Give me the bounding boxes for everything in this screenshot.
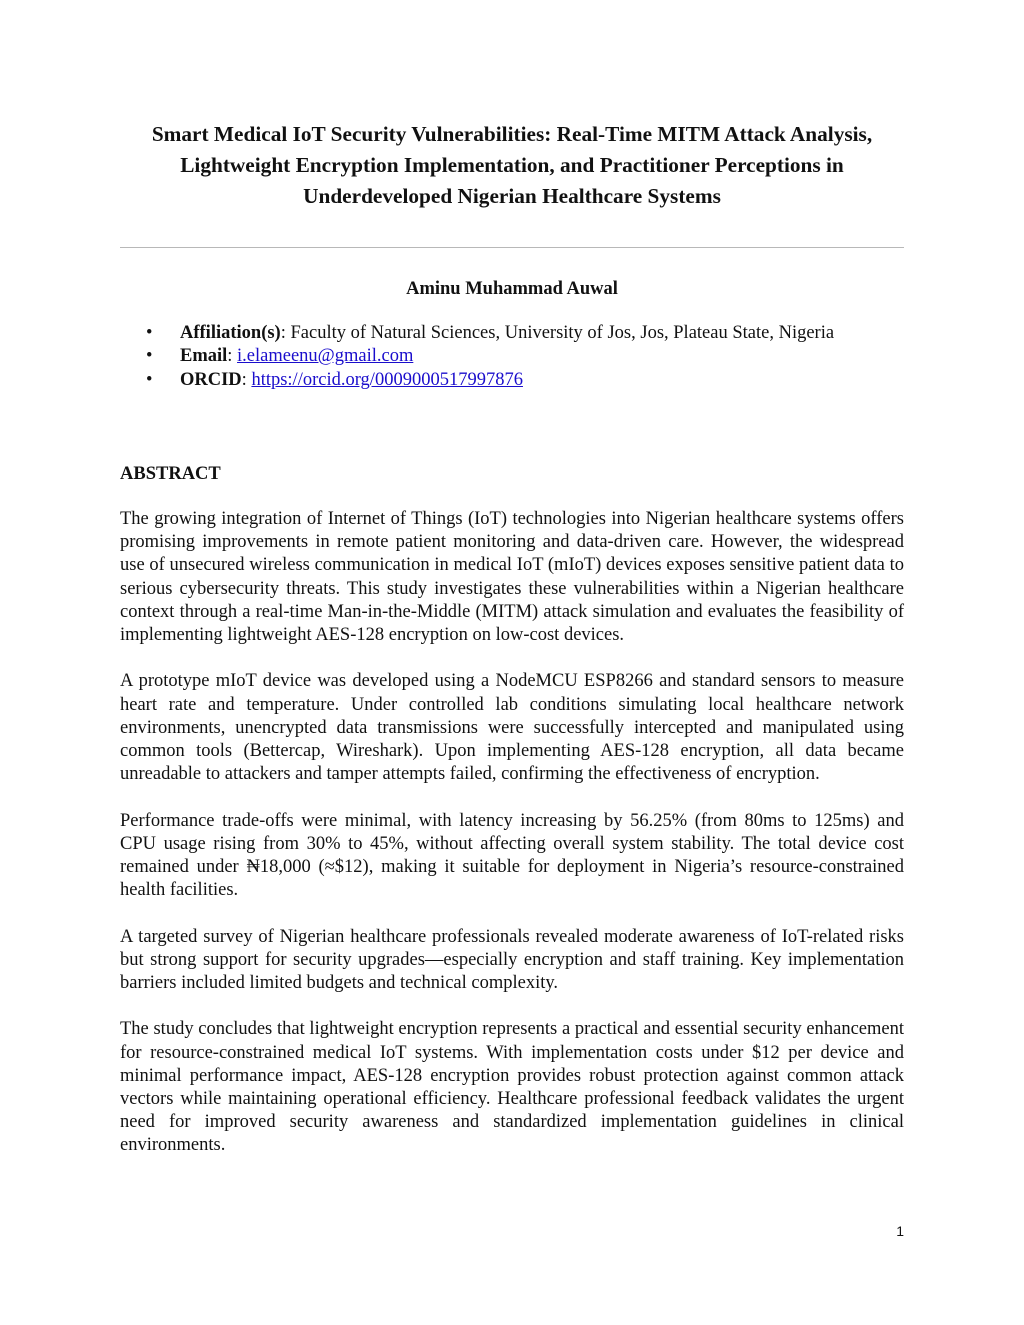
paper-title: Smart Medical IoT Security Vulnerabilities: Real-Time MITM Attack Analysis, Lightweight Encryption Implementation, and Practitioner Perceptions in Underdeveloped Nigerian Healthcare Systems (151, 122, 873, 208)
abstract-heading: ABSTRACT (120, 464, 221, 484)
orcid-link[interactable]: https://orcid.org/0009000517997876 (251, 369, 523, 390)
author-meta-list (120, 322, 904, 392)
email-item (120, 345, 904, 368)
orcid-item (120, 369, 904, 392)
abstract-paragraph: A prototype mIoT device was developed using a NodeMCU ESP8266 and standard sensors to measure heart rate and temperature. Under controlled lab conditions simulating local healthcare network environments, unencrypted data transmissions were successfully intercepted and manipulated using common tools (Bettercap, Wireshark). Upon implementing AES-128 encryption, all data became unreadable to attackers and tamper attempts failed, confirming the effectiveness of encryption. (120, 671, 904, 785)
bullet-icon: • (146, 346, 153, 367)
orcid-label: ORCID (180, 369, 242, 390)
email-separator: : (227, 346, 238, 367)
author-name: Aminu Muhammad Auwal (406, 279, 618, 299)
email-label: Email (180, 346, 228, 367)
email-link[interactable]: i.elameenu@gmail.com (237, 346, 414, 367)
orcid-separator: : (241, 369, 252, 390)
title-divider (120, 247, 904, 248)
abstract-body (120, 508, 904, 1181)
bullet-icon: • (146, 323, 153, 343)
abstract-paragraph: The study concludes that lightweight encryption represents a practical and essential security enhancement for resource-constrained medical IoT systems. With implementation costs under $12 per device and minimal performance impact, AES-128 encryption provides robust protection against common attack vectors while maintaining operational efficiency. Healthcare professional feedback validates the urgent need for improved security awareness and standardized implementation guidelines in clinical environments. (120, 1019, 904, 1156)
abstract-paragraph: A targeted survey of Nigerian healthcare professionals revealed moderate awareness of IoT-related risks but strong support for security upgrades—especially encryption and staff training. Key implementation barriers included limited budgets and technical complexity. (120, 926, 904, 994)
affiliation-label: Affiliation(s) (180, 323, 281, 343)
bullet-icon: • (146, 369, 153, 390)
affiliation-item (120, 322, 904, 345)
abstract-paragraph: The growing integration of Internet of Things (IoT) technologies into Nigerian healthcare systems offers promising improvements in remote patient monitoring and data-driven care. However, the widespread use of unsecured wireless communication in medical IoT (mIoT) devices exposes sensitive patient data to serious cybersecurity threats. This study investigates these vulnerabilities within a Nigerian healthcare context through a real-time Man-in-the-Middle (MITM) attack simulation and evaluates the feasibility of implementing lightweight AES-128 encryption on low-cost devices. (120, 509, 904, 646)
page-number: 1 (896, 1223, 904, 1239)
abstract-paragraph: Performance trade-offs were minimal, with latency increasing by 56.25% (from 80ms to 125ms) and CPU usage rising from 30% to 45%, without affecting overall system stability. The total device cost remained under ₦18,000 (≈$12), making it suitable for deployment in Nigeria’s resource-constrained health facilities. (120, 810, 904, 901)
affiliation-value: : Faculty of Natural Sciences, University of Jos, Jos, Plateau State, Nigeria (280, 323, 835, 343)
